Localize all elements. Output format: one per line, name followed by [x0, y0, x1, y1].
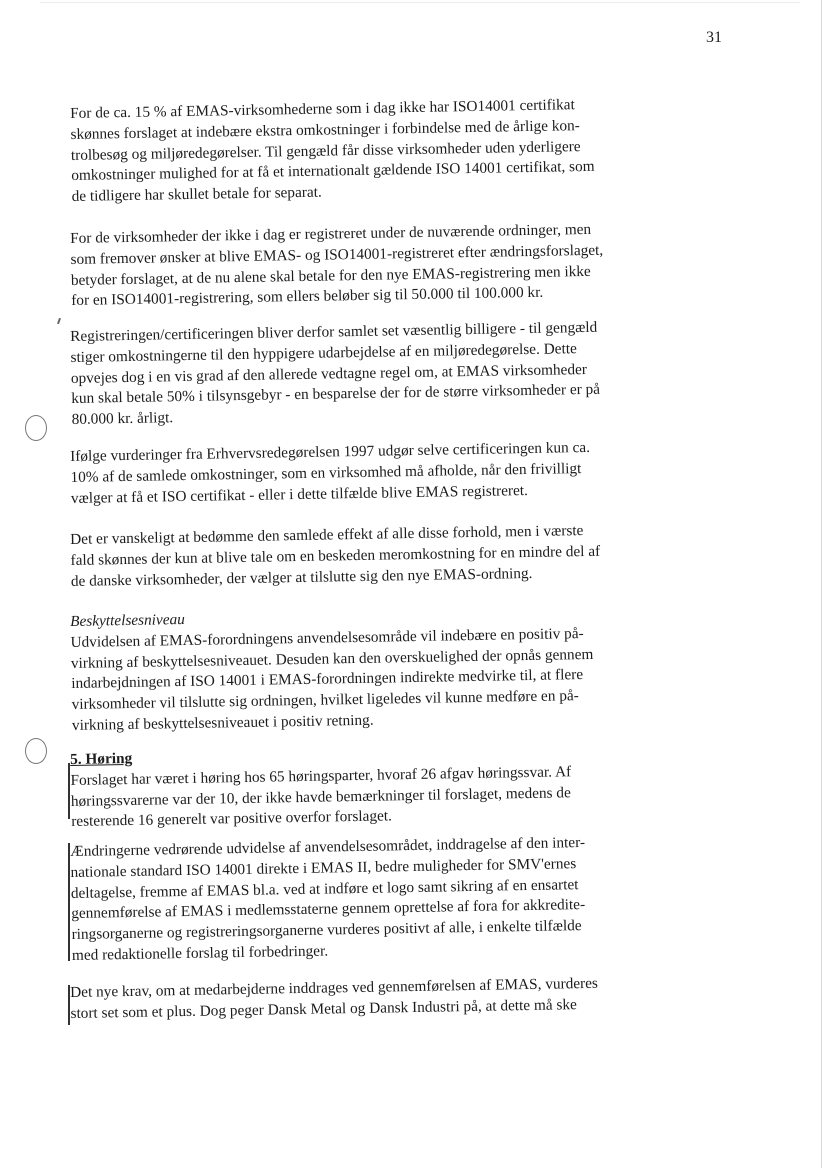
text-line: gennemførelse af EMAS i medlemsstaterne gennem oprettelse af fora for akkredite- — [71, 896, 586, 923]
section-heading-horing: 5. Høring — [70, 749, 133, 768]
paragraph-9 — [70, 971, 741, 1024]
text-line: virkning af beskyttelsesniveauet i positiv retning. — [71, 711, 374, 734]
text-line: Ifølge vurderinger fra Erhvervsredegørelsen 1997 udgør selve certificeringen kun ca. — [70, 438, 591, 465]
text-line: for en ISO14001-registrering, som ellers beløber sig til 50.000 til 100.000 kr. — [71, 284, 544, 310]
subheading-beskyttelsesniveau: Beskyttelsesniveau — [70, 610, 185, 630]
text-line: trolbesøg og miljøredegørelser. Til gengæld får disse virksomheder uden yderligere — [70, 137, 581, 164]
text-line: ringsorganerne og registreringsorganerne vurderes positivt af alle, i enkelte tilfælde — [71, 917, 582, 944]
text-line: de danske virksomheder, der vælger at tilslutte sig den nye EMAS-ordning. — [70, 564, 533, 590]
text-line: For de ca. 15 % af EMAS-virksomhederne som i dag ikke har ISO14001 certifikat — [70, 96, 575, 122]
text-line: med redaktionelle forslag til forbedringer. — [71, 942, 329, 964]
paragraph-8 — [70, 830, 742, 966]
paragraph-6 — [70, 600, 742, 736]
text-line: Registreringen/certificeringen bliver derfor samlet set væsentlig billigere - til gengæld — [70, 318, 598, 345]
text-line: resterende 16 generelt var positive overfor forslaget. — [71, 807, 393, 831]
paragraph-7 — [70, 738, 741, 833]
margin-tick-mark — [57, 318, 61, 324]
text-line: betyder forslaget, at de nu alene skal betale for den nye EMAS-registrering men ikke — [70, 262, 591, 289]
paragraph-3 — [70, 315, 742, 431]
text-line: omkostninger mulighed for at få et internationalt gældende ISO 14001 certifikat, som — [71, 158, 595, 185]
text-line: virksomheder vil tilslutte sig ordningen, hvilket ligeledes vil kunne medføre en på- — [71, 687, 579, 714]
text-line: deltagelse, fremme af EMAS bl.a. ved at indføre et logo samt sikring af en ensartet — [70, 875, 579, 902]
punch-hole-circle — [25, 415, 47, 441]
text-line: Ændringerne vedrørende udvidelse af anvendelsesområdet, inddragelse af den inter- — [70, 834, 586, 860]
text-line: stiger omkostningerne til den hyppigere udarbejdelse af en miljøredegørelse. Dette — [70, 339, 577, 366]
text-line: stort set som et plus. Dog peger Dansk Metal og Dansk Industri på, at dette må ske — [70, 995, 578, 1022]
scan-edge-top — [40, 2, 800, 3]
page-number: 31 — [706, 29, 722, 46]
text-line: virkning af beskyttelsesniveauet. Desuden kan den overskuelighed der opnås gennem — [70, 645, 594, 672]
text-line: som fremover ønsker at blive EMAS- og ISO14001-registreret efter ændringsforslaget, — [70, 241, 604, 268]
text-line: vælger at få et ISO certifikat - eller i dette tilfælde blive EMAS registreret. — [70, 481, 529, 507]
text-line: nationale standard ISO 14001 direkte i EMAS II, bedre muligheder for SMV'ernes — [70, 854, 577, 881]
text-line: kun skal betale 50% i tilsynsgebyr - en besparelse der for de større virksomheder er på — [71, 381, 601, 408]
scan-edge-right — [821, 0, 822, 1168]
paragraph-4 — [70, 435, 741, 509]
text-line: Udvidelsen af EMAS-forordningens anvendelsesområde vil indebære en positiv på- — [70, 624, 584, 651]
text-line: 10% af de samlede omkostninger, som en virksomhed må afholde, når den frivilligt — [70, 459, 582, 486]
text-line: Det nye krav, om at medarbejderne inddrages ved gennemførelsen af EMAS, vurderes — [70, 974, 599, 1001]
text-line: Forslaget har været i høring hos 65 høringsparter, hvoraf 26 afgav høringssvar. Af — [70, 763, 572, 789]
text-line: Det er vanskeligt at bedømme den samlede effekt af alle disse forhold, men i værste — [70, 522, 584, 548]
text-line: høringssvarerne var der 10, der ikke havde bemærkninger til forslaget, medens de — [70, 783, 571, 810]
text-line: skønnes forslaget at indebære ekstra omkostninger i forbindelse med de årlige kon- — [70, 116, 580, 143]
text-line: opvejes dog i en vis grad af den allerede vedtagne regel om, at EMAS virksomheder — [70, 360, 588, 387]
text-line: de tidligere har skullet betale for separat. — [71, 183, 322, 206]
paragraph-1 — [70, 92, 742, 208]
margin-bar — [68, 843, 70, 961]
text-line: fald skønnes der kun at blive tale om en beskeden meromkostning for en mindre del af — [70, 542, 601, 569]
text-line: For de virksomheder der ikke i dag er registreret under de nuværende ordninger, men — [70, 220, 592, 247]
margin-bar — [68, 763, 70, 819]
paragraph-5 — [70, 518, 741, 592]
paragraph-2 — [70, 217, 741, 312]
punch-hole-circle — [25, 738, 47, 764]
text-line: indarbejdningen af ISO 14001 i EMAS-forordningen indirekte medvirke til, at flere — [71, 666, 584, 693]
text-line: 80.000 kr. årligt. — [71, 409, 174, 429]
